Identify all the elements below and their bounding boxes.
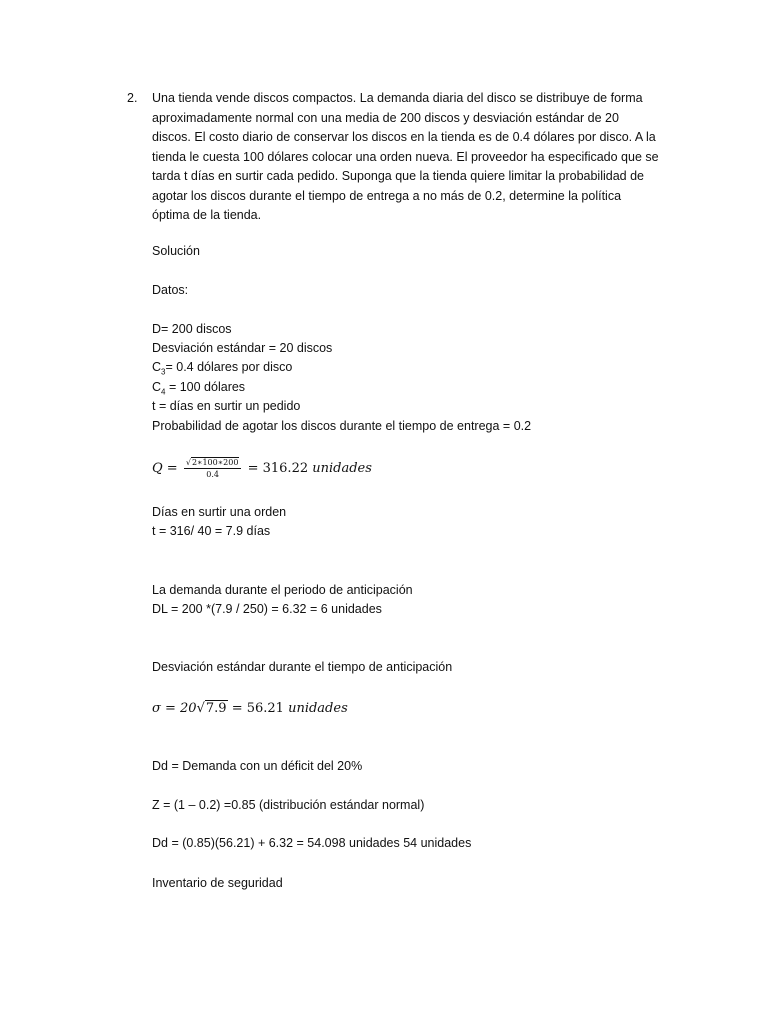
datos-t: t = días en surtir un pedido — [152, 399, 301, 413]
problem-line: Una tienda vende discos compactos. La demanda diaria del disco se distribuye de forma — [152, 91, 643, 105]
q-formula — [152, 457, 372, 480]
datos-probabilidad: Probabilidad de agotar los discos durante el tiempo de entrega = 0.2 — [152, 419, 532, 433]
dd-definition: Dd = Demanda con un déficit del 20% — [152, 759, 363, 773]
sigma-formula: σ = 20√7.9 = 56.21 unidades — [152, 701, 348, 716]
problem-line: agotar los discos durante el tiempo de entrega a no más de 0.2, determine la política — [152, 188, 622, 203]
sigma-unit: unidades — [288, 701, 348, 716]
sigma-result: = 56.21 — [227, 701, 289, 716]
problem-line: discos. El costo diario de conservar los discos en la tienda es de 0.4 dólares por disco. A la — [152, 130, 656, 144]
solution-heading: Solución — [152, 244, 200, 258]
datos-d: D= 200 discos — [152, 322, 232, 336]
inventario-heading: Inventario de seguridad — [152, 876, 283, 890]
problem-line: óptima de la tienda. — [152, 208, 262, 222]
problem-number: 2. — [127, 91, 138, 105]
datos-desviacion: Desviación estándar = 20 discos — [152, 341, 333, 355]
z-line: Z = (1 – 0.2) =0.85 (distribución estándar normal) — [152, 798, 425, 812]
q-lhs: Q = — [152, 461, 178, 476]
c3-value: = 0.4 dólares por disco — [165, 360, 293, 374]
desviacion-heading: Desviación estándar durante el tiempo de anticipación — [152, 660, 453, 674]
problem-line: aproximadamente normal con una media de 200 discos y desviación estándar de 20 — [152, 110, 619, 125]
q-fraction — [184, 457, 242, 480]
problem-line: tienda le cuesta 100 dólares colocar una orden nueva. El proveedor ha especificado que se — [152, 149, 659, 164]
demanda-calc: DL = 200 *(7.9 / 250) = 6.32 = 6 unidades — [152, 602, 382, 616]
dd-calc: Dd = (0.85)(56.21) + 6.32 = 54.098 unidades 54 unidades — [152, 836, 472, 850]
problem-statement — [152, 89, 659, 226]
c4-value: = 100 dólares — [165, 380, 246, 394]
q-numerator: √2∗100∗200 — [184, 457, 242, 469]
dias-calc: t = 316/ 40 = 7.9 días — [152, 524, 271, 538]
c3-subscript: 3 — [161, 367, 166, 377]
sigma-lhs: σ = 20 — [152, 701, 197, 716]
sigma-radicand: 7.9 — [205, 701, 227, 716]
c4-subscript: 4 — [161, 387, 166, 397]
demanda-heading: La demanda durante el periodo de anticipación — [152, 583, 413, 597]
problem-line: tarda t días en surtir cada pedido. Suponga que la tienda quiere limitar la probabilidad de — [152, 169, 644, 183]
c4-letter: C — [152, 380, 162, 394]
q-result: = 316.22 — [247, 461, 309, 476]
q-unit: unidades — [312, 461, 372, 476]
q-denominator: 0.4 — [206, 470, 219, 479]
dias-heading: Días en surtir una orden — [152, 505, 287, 519]
c3-letter: C — [152, 360, 162, 374]
q-radicand: 2∗100∗200 — [191, 458, 239, 467]
datos-heading: Datos: — [152, 283, 189, 297]
